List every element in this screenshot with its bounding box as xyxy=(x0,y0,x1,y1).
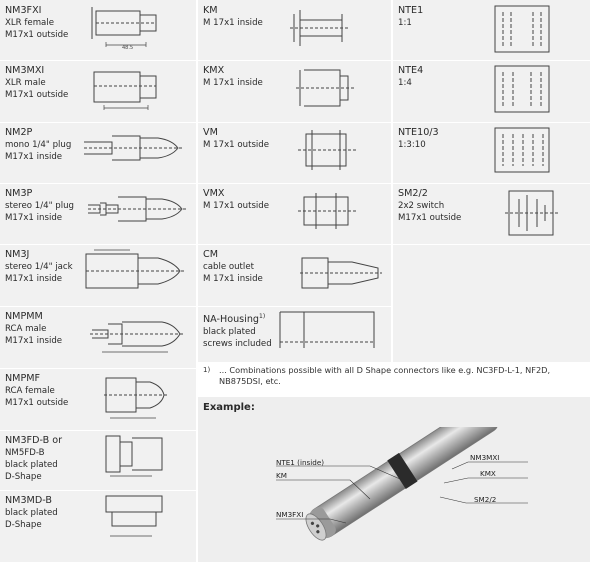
item-desc: M17x1 inside xyxy=(5,274,63,284)
item-label xyxy=(203,187,269,212)
catalog-item xyxy=(0,490,196,563)
item-desc: NM5FD-B xyxy=(5,448,45,458)
catalog-item xyxy=(0,0,196,61)
callout-nte1: NTE1 (inside) xyxy=(276,458,325,467)
item-desc: XLR male xyxy=(5,78,46,88)
item-label xyxy=(398,64,423,89)
d-shape-female-drawing xyxy=(102,432,168,484)
callout-nm3fxi: NM3FXI xyxy=(276,510,304,519)
item-code: SM2/2 xyxy=(398,188,428,199)
km-coupler-drawing xyxy=(286,6,356,50)
item-code: NA-Housing$^{1)}$ xyxy=(203,313,266,326)
item-code: NM3MXI xyxy=(5,65,45,76)
assembled-adapter-photo xyxy=(258,427,548,552)
item-desc: M17x1 outside xyxy=(5,90,69,100)
item-desc: black plated xyxy=(5,460,58,470)
xlr-male-adapter-drawing xyxy=(90,64,164,110)
catalog-item xyxy=(0,244,196,307)
item-code: NMPMF xyxy=(5,373,41,384)
item-desc: M 17x1 inside xyxy=(203,78,263,88)
item-desc: M 17x1 outside xyxy=(203,201,270,211)
item-desc: M17x1 outside xyxy=(398,213,462,223)
switch-drawing xyxy=(503,185,563,241)
item-code: KM xyxy=(203,5,218,16)
item-desc: mono 1/4" plug xyxy=(5,140,72,150)
stereo-jack-drawing xyxy=(84,248,188,294)
catalog-item xyxy=(393,60,590,123)
catalog-item xyxy=(393,183,590,245)
item-desc: M 17x1 inside xyxy=(203,274,263,284)
example-title: Example: xyxy=(203,402,255,413)
item-label xyxy=(5,4,68,41)
catalog-item xyxy=(198,306,391,363)
item-label xyxy=(5,126,71,163)
catalog-item xyxy=(198,122,391,184)
catalog-column-3 xyxy=(393,0,590,362)
item-label xyxy=(5,494,58,531)
catalog-item xyxy=(0,430,196,491)
item-desc: D-Shape xyxy=(5,472,42,482)
item-code: NM2P xyxy=(5,127,33,138)
item-desc: 1:4 xyxy=(398,78,412,88)
item-label xyxy=(398,187,461,224)
d-shape-male-drawing xyxy=(102,492,168,544)
item-desc: RCA female xyxy=(5,386,55,396)
callout-sm2-2: SM2/2 xyxy=(474,495,497,504)
item-desc: black plated xyxy=(5,508,58,518)
item-label xyxy=(5,310,62,347)
vm-coupler-drawing xyxy=(296,126,360,176)
item-desc: black plated xyxy=(203,327,256,338)
transformer-1-4-drawing xyxy=(489,64,555,118)
item-code: NTE1 xyxy=(398,5,424,16)
callout-km: KM xyxy=(276,471,287,480)
transformer-1-3-10-drawing xyxy=(489,126,555,178)
item-label xyxy=(398,4,423,29)
housing-drawing xyxy=(274,308,384,358)
catalog-item xyxy=(198,183,391,245)
item-desc: 2x2 switch xyxy=(398,201,445,211)
xlr-female-adapter-drawing xyxy=(86,5,166,49)
item-code: NMPMM xyxy=(5,311,43,322)
catalog-column-2 xyxy=(198,0,391,362)
item-code: NM3P xyxy=(5,188,33,199)
kmx-coupler-drawing xyxy=(294,64,356,112)
item-label xyxy=(5,372,68,409)
catalog-item xyxy=(0,368,196,431)
item-label xyxy=(5,64,68,101)
vmx-coupler-drawing xyxy=(296,187,360,237)
transformer-1-1-drawing xyxy=(489,2,555,58)
catalog-item xyxy=(393,0,590,61)
catalog-item xyxy=(0,122,196,184)
callout-kmx: KMX xyxy=(480,469,496,478)
item-label xyxy=(203,248,263,285)
cable-outlet-drawing xyxy=(298,248,386,298)
catalog-item xyxy=(0,60,196,123)
item-desc: 1:3:10 xyxy=(398,140,426,150)
item-desc: D-Shape xyxy=(5,520,42,530)
item-desc: M17x1 inside xyxy=(5,336,63,346)
catalog-item xyxy=(0,306,196,369)
item-desc: screws included xyxy=(203,339,272,350)
item-code: NTE10/3 xyxy=(398,127,439,138)
item-desc: cable outlet xyxy=(203,262,254,272)
item-desc: XLR female xyxy=(5,18,55,28)
catalog-item xyxy=(0,183,196,245)
item-desc: stereo 1/4" jack xyxy=(5,262,73,272)
mono-plug-drawing xyxy=(82,128,190,168)
item-code: NM3J xyxy=(5,249,30,260)
rca-male-drawing xyxy=(88,314,188,354)
item-desc: M17x1 inside xyxy=(5,213,63,223)
catalog-item xyxy=(198,0,391,61)
item-desc: M17x1 outside xyxy=(5,398,69,408)
item-code: CM xyxy=(203,249,218,260)
item-code: NM3FXI xyxy=(5,5,42,16)
svg-text:48.5: 48.5 xyxy=(122,45,134,49)
item-desc: M 17x1 inside xyxy=(203,18,263,28)
item-code: NM3FD-B or xyxy=(5,435,63,446)
item-label xyxy=(203,126,269,151)
item-desc: RCA male xyxy=(5,324,47,334)
item-code: NM3MD-B xyxy=(5,495,52,506)
item-label xyxy=(203,64,263,89)
catalog-column-1 xyxy=(0,0,196,562)
item-code: NTE4 xyxy=(398,65,424,76)
item-desc: M17x1 inside xyxy=(5,152,63,162)
footnote-ref: 1) xyxy=(259,313,266,320)
item-label xyxy=(203,310,272,350)
item-desc: 1:1 xyxy=(398,18,412,28)
callout-nm3mxi: NM3MXI xyxy=(470,453,500,462)
item-label xyxy=(398,126,439,151)
example-panel xyxy=(198,397,590,562)
item-desc: stereo 1/4" plug xyxy=(5,201,75,211)
stereo-plug-drawing xyxy=(86,189,190,229)
item-desc: M17x1 outside xyxy=(5,30,69,40)
item-code: VM xyxy=(203,127,218,138)
footnote-text: ... Combinations possible with all D Shape connectors like e.g. NC3FD-L-1, NF2D, NB875DSI, etc. xyxy=(219,365,551,386)
item-label xyxy=(5,187,74,224)
item-desc: M 17x1 outside xyxy=(203,140,270,150)
item-label xyxy=(5,248,73,285)
rca-female-drawing xyxy=(100,372,172,422)
item-label xyxy=(203,4,263,29)
footnote-mark: 1) xyxy=(203,366,211,374)
catalog-item xyxy=(393,122,590,184)
catalog-item xyxy=(198,244,391,307)
item-label xyxy=(5,434,62,483)
item-code: KMX xyxy=(203,65,225,76)
item-code: VMX xyxy=(203,188,225,199)
catalog-item xyxy=(198,60,391,123)
footnote xyxy=(203,365,583,387)
